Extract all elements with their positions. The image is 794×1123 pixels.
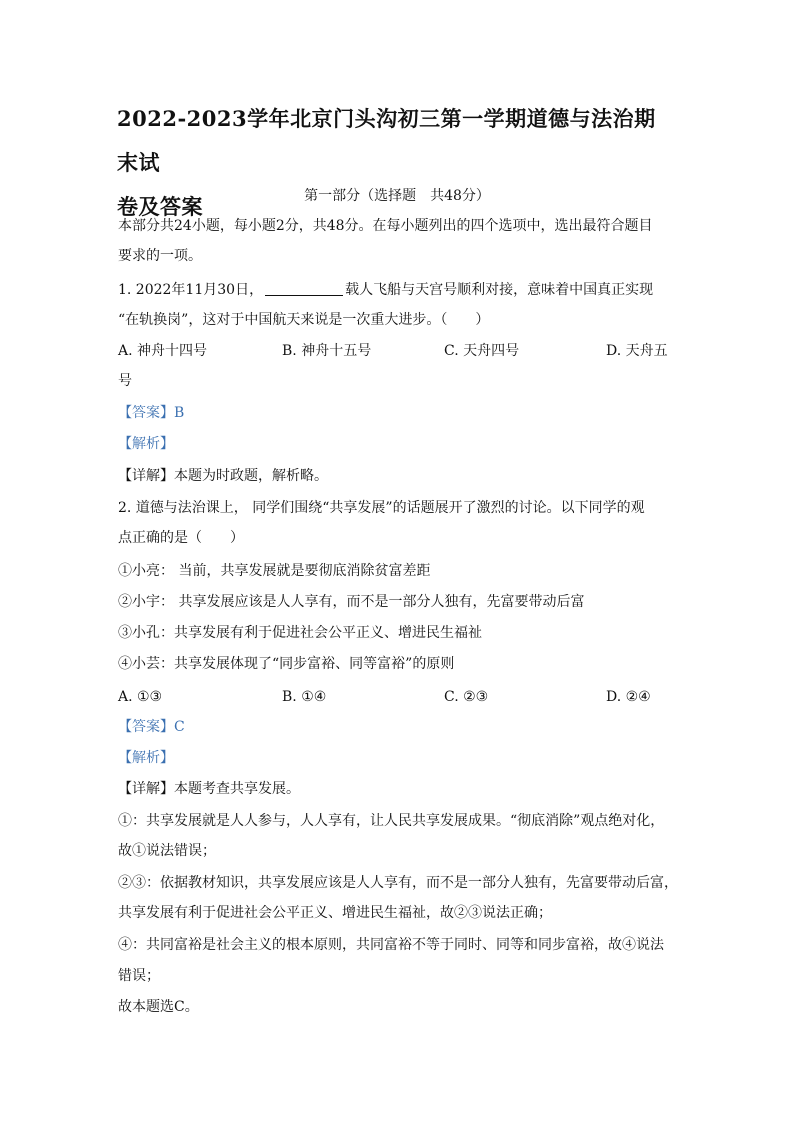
section-heading: 第一部分（选择题 共48分） <box>304 188 490 204</box>
document-title <box>117 97 677 229</box>
q2-statement-3: ③小孔：共享发展有利于促进社会公平正义、增进民生福祉 <box>118 625 482 641</box>
q2-stem-line-2: 点正确的是（ ） <box>118 530 244 546</box>
q1-detail: 【详解】本题为时政题，解析略。 <box>118 468 328 484</box>
q2-option-d: D. ②④ <box>606 689 651 705</box>
q1-option-wrap: 号 <box>118 373 132 389</box>
q2-option-b: B. ①④ <box>282 689 327 705</box>
q2-stem-line-1: 2. 道德与法治课上， 同学们围绕“共享发展”的话题展开了激烈的讨论。以下同学的观 <box>118 500 645 516</box>
q1-analysis-label: 【解析】 <box>118 436 174 452</box>
title-line-1: 2022-2023学年北京门头沟初三第一学期道德与法治期末试 <box>117 106 656 175</box>
q2-analysis-label: 【解析】 <box>118 750 174 766</box>
q1-answer <box>118 403 678 423</box>
title-line-2: 卷及答案 <box>117 194 203 219</box>
section-intro-line-2: 要求的一项。 <box>118 248 202 264</box>
q1-stem-line-2: “在轨换岗”，这对于中国航天来说是一次重大进步。（ ） <box>118 312 490 328</box>
q2-explanation-line-3: ②③：依据教材知识，共享发展应该是人人享有，而不是一部分人独有，先富要带动后富， <box>118 875 678 891</box>
q2-explanation-line-7: 故本题选C。 <box>118 999 199 1015</box>
q2-explanation-line-2: 故①说法错误； <box>118 843 216 859</box>
q1-fill-blank <box>265 281 343 296</box>
q1-stem-line-1 <box>118 280 678 300</box>
q1-option-c: C. 天舟四号 <box>444 343 520 359</box>
q2-statement-1: ①小亮： 当前，共享发展就是要彻底消除贫富差距 <box>118 563 431 579</box>
q1-option-b: B. 神舟十五号 <box>282 343 372 359</box>
q2-option-c: C. ②③ <box>444 689 489 705</box>
q2-explanation-line-1: ①：共享发展就是人人参与，人人享有，让人民共享发展成果。“彻底消除”观点绝对化， <box>118 813 665 829</box>
q2-explanation-line-6: 错误； <box>118 968 160 984</box>
q2-detail: 【详解】本题考查共享发展。 <box>118 781 300 797</box>
q1-option-d: D. 天舟五 <box>606 343 668 359</box>
q1-stem-before-blank: 1. 2022年11月30日， <box>118 282 264 298</box>
q1-options <box>118 341 678 361</box>
q1-answer-text: 【答案】B <box>118 405 185 421</box>
q2-options <box>118 687 678 707</box>
q2-explanation-line-4: 共享发展有利于促进社会公平正义、增进民生福祉，故②③说法正确； <box>118 905 552 921</box>
q2-option-a: A. ①③ <box>118 689 163 705</box>
q2-explanation-line-5: ④：共同富裕是社会主义的根本原则，共同富裕不等于同时、同等和同步富裕，故④说法 <box>118 937 664 953</box>
q2-answer: 【答案】C <box>118 719 185 735</box>
q1-stem-after-blank: 载人飞船与天宫号顺利对接，意味着中国真正实现 <box>345 282 654 298</box>
q2-statement-2: ②小宇： 共享发展应该是人人享有，而不是一部分人独有，先富要带动后富 <box>118 594 585 610</box>
section-intro-line-1: 本部分共24小题，每小题2分，共48分。在每小题列出的四个选项中，选出最符合题目 <box>118 218 653 234</box>
q1-option-a: A. 神舟十四号 <box>118 343 208 359</box>
q2-statement-4: ④小芸：共享发展体现了“同步富裕、同等富裕”的原则 <box>118 656 455 672</box>
